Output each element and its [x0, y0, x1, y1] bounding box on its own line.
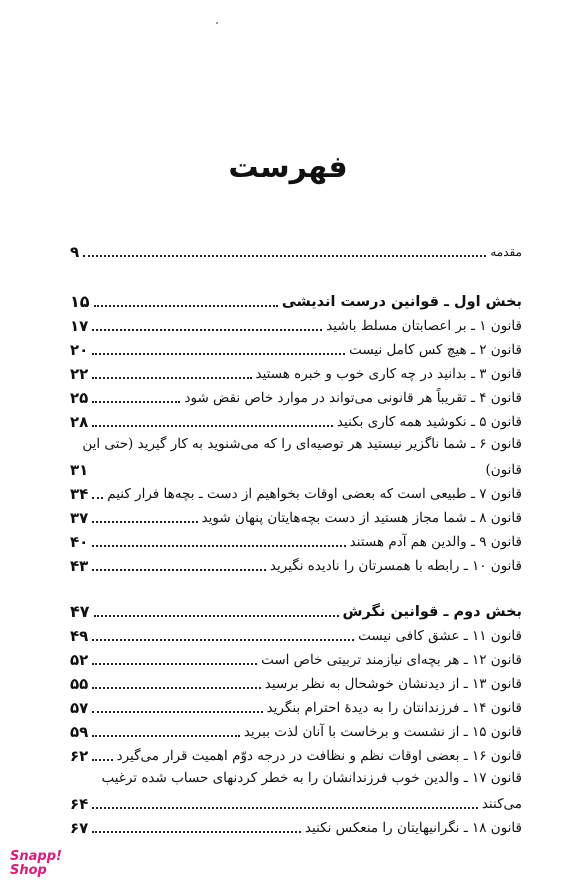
toc-page-number: ۱۷	[70, 317, 89, 335]
dot-leader	[92, 806, 478, 809]
toc-page-number: ۵۲	[70, 651, 89, 669]
toc-page-number: ۴۳	[70, 557, 89, 575]
toc-page-number: ۶۲	[70, 747, 89, 765]
dot-leader	[92, 352, 345, 355]
toc-entry[interactable]	[70, 814, 522, 838]
dot-leader	[92, 472, 481, 475]
toc-entry[interactable]	[70, 670, 522, 694]
logo-line-2: Shop	[10, 863, 47, 878]
toc-page-number: ۳۷	[70, 509, 89, 527]
toc-page-number: ۲۰	[70, 341, 89, 359]
toc-entry[interactable]	[70, 312, 522, 336]
toc-entry-label: قانون ۱۵ ـ از نشست و برخاست با آنان لذت ببرید	[243, 724, 522, 740]
dot-leader	[83, 254, 486, 257]
toc-entry[interactable]	[70, 718, 522, 742]
toc-page-number: ۴۰	[70, 533, 89, 551]
toc-page-number: ۳۴	[70, 485, 89, 503]
toc-entry-label: قانون ۱۴ ـ فرزندانتان را به دیدهٔ احترام بنگرید	[266, 700, 522, 716]
dot-leader	[92, 710, 262, 713]
dot-leader	[92, 328, 322, 331]
dot-leader	[92, 758, 112, 761]
toc-entry[interactable]	[70, 408, 522, 432]
toc-page-number: ۶۷	[70, 819, 89, 837]
page-speck	[216, 22, 218, 24]
toc-entry-label: قانون ۹ ـ والدین هم آدم هستند	[349, 534, 522, 550]
toc-entry-label: قانون ۲ ـ هیچ کس کامل نیست	[349, 342, 522, 358]
page-title: فهرست	[228, 150, 348, 185]
section-heading-label: بخش دوم ـ قوانین نگرش	[342, 604, 522, 620]
toc-entry-label: قانون ۷ ـ طبیعی است که بعضی اوقات بخواهیم از دست ـ بچه‌ها فرار کنیم	[107, 486, 522, 502]
toc-page-number: ۶۴	[70, 795, 89, 813]
toc-entry-label: قانون ۱۰ ـ رابطه با همسرتان را نادیده نگیرید	[269, 558, 522, 574]
toc-entry-label: قانون ۱۱ ـ عشق کافی نیست	[358, 628, 522, 644]
toc-entry-label: قانون ۱۳ ـ از دیدنشان خوشحال به نظر برسید	[264, 676, 522, 692]
dot-leader	[94, 304, 278, 307]
toc-entry[interactable]	[70, 456, 522, 480]
toc-entry-label: می‌کنند	[481, 796, 522, 812]
toc-entry-label: قانون ۱۲ ـ هر بچه‌ای نیازمند تربیتی خاص است	[261, 652, 522, 668]
toc-entry-label: قانون ۱۸ ـ نگرانیهایتان را منعکس نکنید	[304, 820, 522, 836]
toc-entry[interactable]	[70, 504, 522, 528]
toc-page-number: ۹	[70, 243, 80, 261]
dot-leader	[92, 520, 197, 523]
toc-page-number: ۴۷	[70, 602, 90, 621]
toc-section-heading-1[interactable]	[70, 288, 522, 312]
dot-leader	[92, 496, 103, 499]
dot-leader	[92, 638, 354, 641]
dot-leader	[92, 686, 260, 689]
toc-page-number: ۳۱	[70, 461, 89, 479]
toc-page-number: ۵۵	[70, 675, 89, 693]
toc-entry-first-line: قانون ۱۷ ـ والدین خوب فرزندانشان را به خطر کردنهای حساب شده ترغیب	[101, 770, 522, 786]
toc-entry[interactable]	[70, 742, 522, 766]
toc-entry[interactable]	[70, 480, 522, 504]
toc-entry[interactable]	[70, 552, 522, 576]
toc-section-heading-2[interactable]	[70, 598, 522, 622]
toc-entry[interactable]	[70, 528, 522, 552]
toc-page-number: ۴۹	[70, 627, 89, 645]
toc-entry[interactable]	[70, 790, 522, 814]
toc-entry-label: قانون ۱۶ ـ بعضی اوقات نظم و نظافت در درجه دوّم اهمیت قرار می‌گیرد	[116, 748, 522, 764]
section-heading-label: بخش اول ـ قوانین درست اندیشی	[281, 294, 522, 310]
toc-entry-label: قانون ۳ ـ بدانید در چه کاری خوب و خبره هستید	[255, 366, 522, 382]
toc-entry[interactable]	[70, 646, 522, 670]
dot-leader	[92, 376, 251, 379]
dot-leader	[92, 424, 333, 427]
dot-leader	[92, 662, 257, 665]
toc-entry-first-line: قانون ۶ ـ شما ناگزیر نیستید هر توصیه‌ای را که می‌شنوید به کار گیرید (حتی این	[82, 436, 522, 452]
toc-entry-label: مقدمه	[490, 245, 522, 259]
dot-leader	[92, 568, 266, 571]
toc-entry[interactable]	[70, 360, 522, 384]
toc-page-number: ۵۹	[70, 723, 89, 741]
dot-leader	[92, 400, 180, 403]
logo-line-1: Snapp!	[10, 849, 62, 864]
toc-page-number: ۱۵	[70, 292, 90, 311]
toc-entry-label: قانون ۸ ـ شما مجاز هستید از دست بچه‌هایتان پنهان شوید	[201, 510, 522, 526]
toc-entry[interactable]	[70, 336, 522, 360]
toc-entry-label: قانون)	[485, 462, 522, 478]
snapp-shop-logo	[10, 850, 66, 878]
dot-leader	[92, 830, 301, 833]
toc-entry-intro[interactable]	[70, 238, 522, 262]
toc-entry-label: قانون ۴ ـ تقریباً هر قانونی می‌تواند در موارد خاص نقض شود	[184, 390, 522, 406]
toc-page-number: ۲۲	[70, 365, 89, 383]
toc-page-number: ۲۸	[70, 413, 89, 431]
dot-leader	[94, 614, 339, 617]
toc-entry[interactable]	[70, 622, 522, 646]
dot-leader	[92, 544, 345, 547]
toc-entry[interactable]	[70, 384, 522, 408]
dot-leader	[92, 734, 240, 737]
toc-entry-label: قانون ۱ ـ بر اعصابتان مسلط باشید	[326, 318, 522, 334]
toc-entry[interactable]	[70, 694, 522, 718]
toc-page-number: ۲۵	[70, 389, 89, 407]
toc-entry-label: قانون ۵ ـ نکوشید همه کاری بکنید	[336, 414, 522, 430]
toc-page-number: ۵۷	[70, 699, 89, 717]
